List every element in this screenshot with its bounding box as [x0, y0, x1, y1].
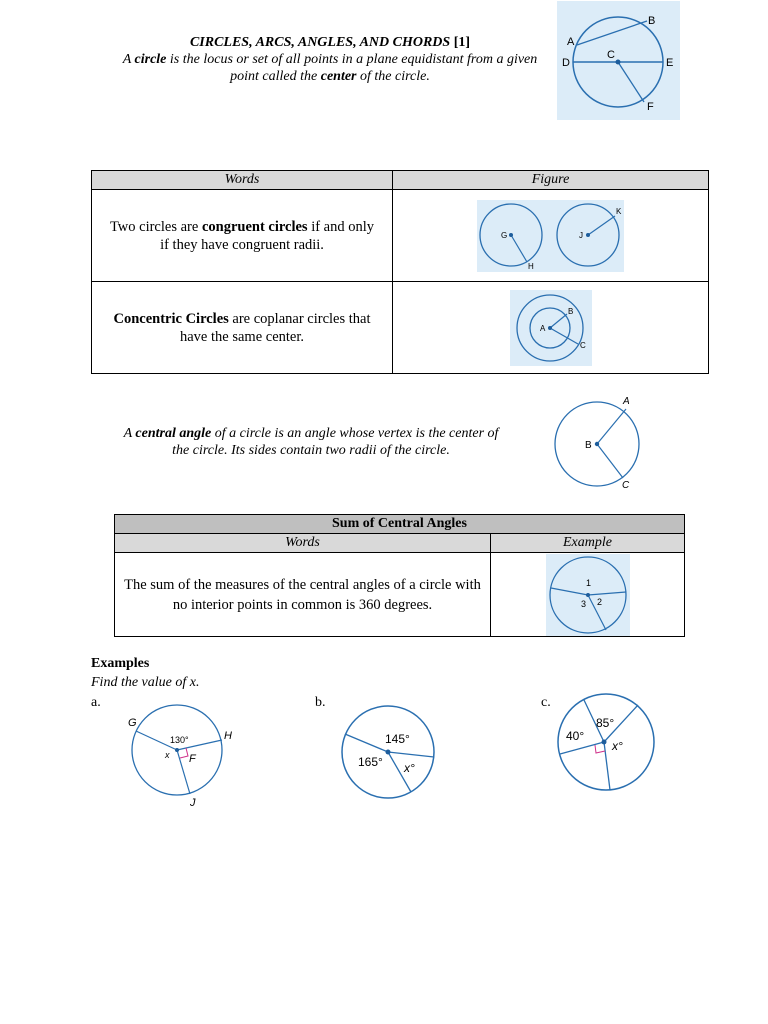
page-title	[120, 34, 540, 51]
table1-figure-header: Figure	[393, 171, 709, 190]
ray-4	[604, 742, 610, 790]
radius-bc	[597, 444, 623, 478]
angle-label-2: 2	[596, 596, 602, 607]
central-angle-figure	[549, 392, 649, 492]
congruent-pre: Two circles are	[109, 218, 202, 235]
title-reference: [1]	[453, 35, 471, 50]
examples-heading: Examples	[91, 656, 150, 671]
chord-ab	[577, 21, 647, 45]
table-row	[115, 553, 685, 637]
ray-2	[388, 752, 434, 757]
center-c-point	[602, 740, 607, 745]
label-g: G	[128, 717, 137, 729]
congruent-circles-figure	[477, 200, 624, 272]
sum-example-figure	[546, 554, 630, 636]
center-a-point	[175, 748, 179, 752]
ray-1	[345, 734, 388, 752]
label-g: G	[501, 230, 508, 240]
def-text-c: of the circle.	[356, 69, 430, 84]
table1-words-header: Words	[92, 171, 393, 190]
central-angle-definition	[118, 425, 504, 459]
term-center: center	[320, 69, 357, 84]
label-f: F	[647, 101, 654, 113]
label-b: B	[648, 15, 656, 27]
label-c: C	[579, 340, 586, 350]
angle-x: x	[165, 750, 170, 760]
examples-instruction: Find the value of x.	[91, 675, 200, 690]
def-text-a: A	[122, 52, 135, 67]
label-j: J	[579, 230, 583, 240]
label-a: A	[539, 323, 545, 333]
center-g	[509, 233, 513, 237]
example-center	[586, 593, 590, 597]
example-c-label: c.	[541, 695, 551, 710]
label-c: C	[622, 480, 630, 491]
angle-label-3: 3	[580, 598, 586, 609]
title-block	[120, 34, 540, 85]
center-b-point	[386, 750, 391, 755]
label-h: H	[224, 730, 232, 742]
label-b: B	[585, 440, 592, 451]
table2-heading: Sum of Central Angles	[115, 515, 685, 534]
congruent-post: if and only if they have congruent radii.	[160, 218, 375, 253]
sum-text: The sum of the measures of the central angles of a circle with no interior points in common is 360 degrees.	[124, 576, 481, 613]
term-central-angle: central angle	[135, 426, 212, 441]
angle-x: x°	[612, 739, 623, 753]
radius-1	[551, 588, 588, 595]
example-a-figure	[120, 700, 250, 812]
term-concentric-circles: Concentric Circles	[113, 310, 229, 327]
congruent-circles-figure-cell	[393, 190, 709, 282]
label-e: E	[666, 57, 674, 69]
label-d: D	[562, 57, 570, 69]
center-j	[586, 233, 590, 237]
sum-central-angles-text	[115, 553, 491, 637]
table2-example-header: Example	[491, 534, 685, 553]
table-row	[92, 190, 709, 282]
example-b-figure	[338, 700, 438, 804]
angle-label-1: 1	[585, 577, 591, 588]
center-b	[595, 442, 599, 446]
concentric-circles-figure-cell	[393, 282, 709, 374]
table2-words-header: Words	[115, 534, 491, 553]
label-h: H	[528, 261, 534, 271]
table-row	[92, 282, 709, 374]
label-a: A	[623, 396, 630, 407]
title-text: CIRCLES, ARCS, ANGLES, AND CHORDS	[189, 35, 451, 50]
def-text-b: is the locus or set of all points in a plane equidistant from a given point called the	[166, 52, 538, 84]
radius-2	[588, 592, 626, 595]
radius-ab	[550, 314, 567, 328]
congruent-circles-definition	[92, 190, 393, 282]
label-b: B	[567, 306, 573, 316]
example-b-label: b.	[315, 695, 326, 710]
central-post: of a circle is an angle whose vertex is the center of the circle. Its sides contain two radii of the circle.	[172, 426, 499, 458]
center-point	[616, 60, 621, 65]
center-a	[548, 326, 552, 330]
term-circle: circle	[134, 52, 167, 67]
label-a: A	[567, 36, 575, 48]
concentric-circles-figure	[510, 290, 592, 366]
radius-gh	[511, 235, 527, 262]
angle-145: 145°	[385, 732, 410, 746]
angle-x: x°	[404, 761, 415, 775]
central-pre: A	[123, 426, 136, 441]
label-c: C	[607, 49, 615, 61]
right-angle-mark	[595, 745, 605, 753]
example-a-label: a.	[91, 695, 101, 710]
sum-example-figure-cell	[491, 553, 685, 637]
circle-terms-table	[91, 170, 709, 374]
sum-central-angles-table	[114, 514, 685, 637]
circle-definition	[120, 51, 540, 85]
radius-jk	[588, 216, 615, 235]
radius-cf	[618, 62, 644, 102]
radius-ba	[597, 409, 626, 444]
concentric-circles-definition	[92, 282, 393, 374]
angle-165: 165°	[358, 755, 383, 769]
angle-130: 130°	[170, 735, 189, 745]
label-f: F	[189, 753, 196, 765]
term-congruent-circles: congruent circles	[201, 218, 308, 235]
concentric-post: are coplanar circles that have the same center.	[180, 310, 371, 345]
label-k: K	[616, 206, 622, 216]
example-c-figure	[554, 688, 658, 796]
angle-85: 85°	[596, 716, 615, 730]
label-j: J	[190, 797, 196, 809]
circle-parts-figure	[557, 1, 680, 120]
angle-40: 40°	[566, 729, 585, 743]
